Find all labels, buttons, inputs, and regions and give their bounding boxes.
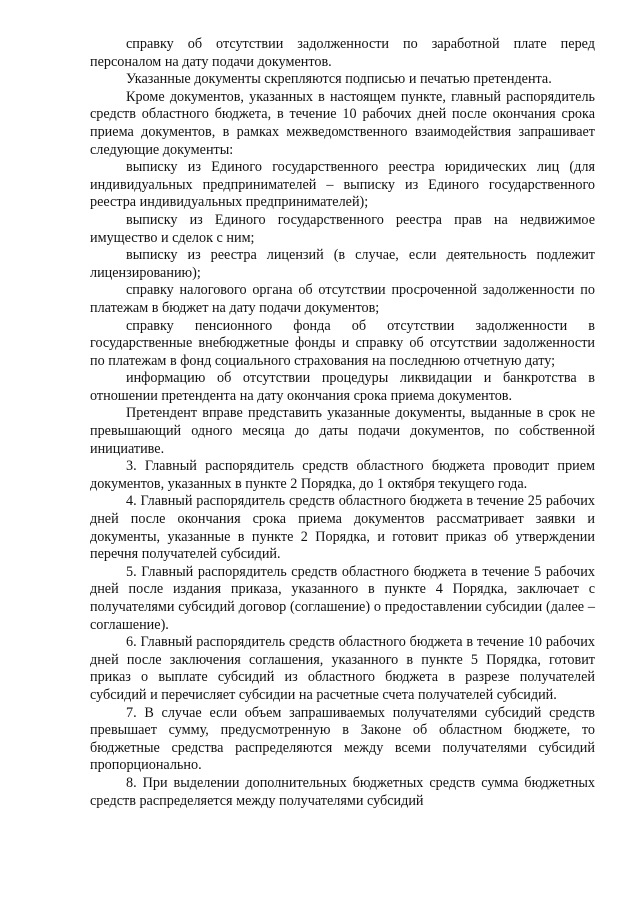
paragraph-real-estate-extract: выписку из Единого государственного реестра прав на недвижимое имущество и сделок с ним; [90, 211, 595, 246]
paragraph-item-7: 7. В случае если объем запрашиваемых получателями субсидий средств превышает сумму, предусмотренную в Законе об областном бюджете, то бюджетные средства распределяются между всеми получателями субсидий пропорционально. [90, 704, 595, 774]
paragraph-tax-certificate: справку налогового органа об отсутствии просроченной задолженности по платежам в бюджет на дату подачи документов; [90, 282, 595, 316]
paragraph-pension-fund-certificate: справку пенсионного фонда об отсутствии задолженности в государственные внебюджетные фонды и справку об отсутствии задолженности по платежам в фонд социального страхования на последнюю отчетную дату; [90, 317, 595, 369]
paragraph-license-extract: выписку из реестра лицензий (в случае, если деятельность подлежит лицензированию); [90, 247, 595, 281]
document-page [90, 36, 595, 810]
paragraph-item-5: 5. Главный распорядитель средств областного бюджета в течение 5 рабочих дней после издания приказа, указанного в пункте 4 Порядка, заключает с получателями субсидий договор (соглашение) о предоставлении субсидии (далее – соглашение). [90, 563, 595, 633]
paragraph-item-3: 3. Главный распорядитель средств областного бюджета проводит прием документов, указанных в пункте 2 Порядка, до 1 октября текущего года. [90, 458, 595, 492]
paragraph-salary-debt-certificate: справку об отсутствии задолженности по заработной плате перед персоналом на дату подачи документов. [90, 36, 595, 70]
paragraph-liquidation-info: информацию об отсутствии процедуры ликвидации и банкротства в отношении претендента на дату окончания срока приема документов. [90, 370, 595, 404]
paragraph-documents-signed: Указанные документы скрепляются подписью и печатью претендента. [126, 71, 552, 88]
paragraph-item-4: 4. Главный распорядитель средств областного бюджета в течение 25 рабочих дней после окончания срока приема документов рассматривает заявки и документы, указанные в пункте 2 Порядка, и готовит приказ об утверждении перечня получателей субсидий. [90, 493, 595, 563]
paragraph-item-8: 8. При выделении дополнительных бюджетных средств сумма бюджетных средств распределяется между получателями субсидий [90, 774, 595, 809]
paragraph-interagency-request: Кроме документов, указанных в настоящем пункте, главный распорядитель средств областного бюджета, в течение 10 рабочих дней после окончания срока приема документов, в рамках межведомственного взаимодействия запрашивает следующие документы: [90, 88, 595, 158]
paragraph-item-6: 6. Главный распорядитель средств областного бюджета в течение 10 рабочих дней после заключения соглашения, указанного в пункте 5 Порядка, готовит приказ о выплате субсидий из областного бюджета в разрезе получателей субсидий и перечисляет субсидии на расчетные счета получателей субсидий. [90, 634, 595, 703]
paragraph-own-initiative: Претендент вправе представить указанные документы, выданные в срок не превышающий одного месяца до даты подачи документов, по собственной инициативе. [90, 405, 595, 457]
paragraph-legal-entities-extract: выписку из Единого государственного реестра юридических лиц (для индивидуальных предпринимателей – выписку из Единого государственного реестра индивидуальных предпринимателей); [90, 159, 595, 211]
